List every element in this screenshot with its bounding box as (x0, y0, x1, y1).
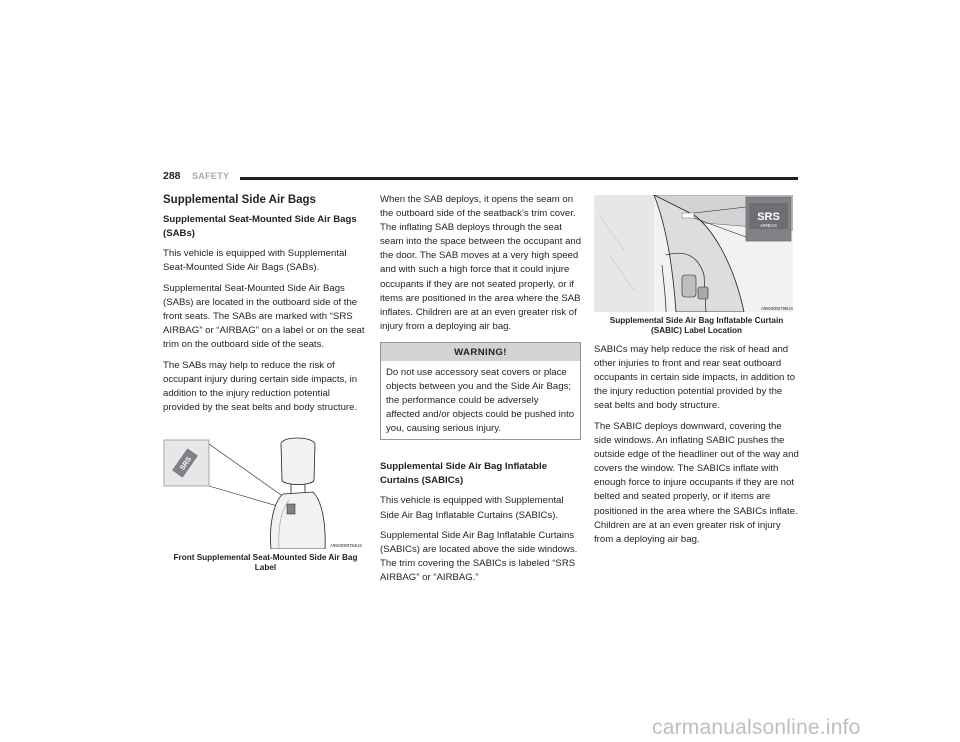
paragraph: When the SAB deploys, it opens the seam on the outboard side of the seatback’s trim cover. The inflating SAB deploys through the seat seam into the space between the occupant and the door. The SAB moves at a very high speed and with such a high force that it could injure occupants if they are not seated properly, or if items are positioned in the area where the SAB inflates. Children are at an even greater risk of injury from a deploying air bag. (380, 194, 582, 332)
page-number: 288 (163, 170, 181, 182)
seat-label-figure (163, 432, 362, 549)
svg-text:SRS: SRS (179, 455, 194, 472)
header-rule (240, 177, 798, 180)
paragraph: Supplemental Side Air Bag Inflatable Curtains (SABICs) are located above the side windows. The trim covering the SABICs is labeled “SRS AIRBAG” or “AIRBAG.” (380, 530, 578, 584)
section-title: SAFETY (192, 170, 230, 181)
paragraph: SABICs may help reduce the risk of head and other injuries to front and rear seat outboard occupants in certain side impacts, in addition to the injury reduction potential provided by the seat belts and body structure. (594, 344, 796, 412)
figure-caption: Supplemental Side Air Bag Inflatable Curtain (SABIC) Label Location (609, 316, 784, 335)
warning-box (380, 342, 581, 440)
paragraph: This vehicle is equipped with Supplemental Seat-Mounted Side Air Bags (SABs). (163, 248, 347, 274)
warning-heading: WARNING! (381, 343, 580, 361)
page-header (163, 170, 798, 184)
paragraph: The SABIC deploys downward, covering the side windows. An inflating SABIC pushes the outside edge of the headliner out of the way and covers the window. The SABICs inflate with enough force to injure occupants if they are not belted and seated properly, or if items are positioned in the area where the SABICs inflate. Children are at an even greater risk of injury from a deploying air bag. (594, 420, 799, 545)
paragraph: The SABs may help to reduce the risk of occupant injury during certain side impacts, in addition to the injury reduction potential provided by the seat belts and body structure. (163, 359, 358, 413)
curtain-label-figure (594, 195, 793, 312)
warning-body: Do not use accessory seat covers or place objects between you and the Side Air Bags; the performance could be adversely affected and/or objects could be pushed into you, causing serious injury. (386, 366, 575, 435)
section-heading: Supplemental Side Air Bags (163, 194, 316, 206)
subsection-heading-sabs: Supplemental Seat-Mounted Side Air Bags (SABs) (163, 214, 357, 239)
figure-code: A0503000795US (761, 306, 793, 311)
column-middle (380, 193, 585, 592)
pillar-illustration (594, 195, 793, 312)
column-left (163, 193, 368, 580)
figure-caption: Front Supplemental Seat-Mounted Side Air Bag Label (173, 553, 358, 573)
seat-illustration (163, 432, 362, 549)
srs-label-text: SRS (757, 211, 780, 223)
watermark: carmanualsonline.info (652, 716, 861, 739)
airbag-label-text: AIRBAG (759, 223, 778, 228)
column-right (594, 193, 799, 553)
figure-code: A0503000794US (330, 543, 362, 549)
subsection-heading-sabics: Supplemental Side Air Bag Inflatable Curtains (SABICs) (380, 461, 548, 487)
paragraph: This vehicle is equipped with Supplemental Side Air Bag Inflatable Curtains (SABICs). (380, 495, 564, 521)
paragraph: Supplemental Seat-Mounted Side Air Bags (SABs) are located in the outboard side of the front seats. The SABs are marked with “SRS AIRBAG” or “AIRBAG” on a label or on the seat trim on the outboard side of the seats. (163, 282, 365, 351)
